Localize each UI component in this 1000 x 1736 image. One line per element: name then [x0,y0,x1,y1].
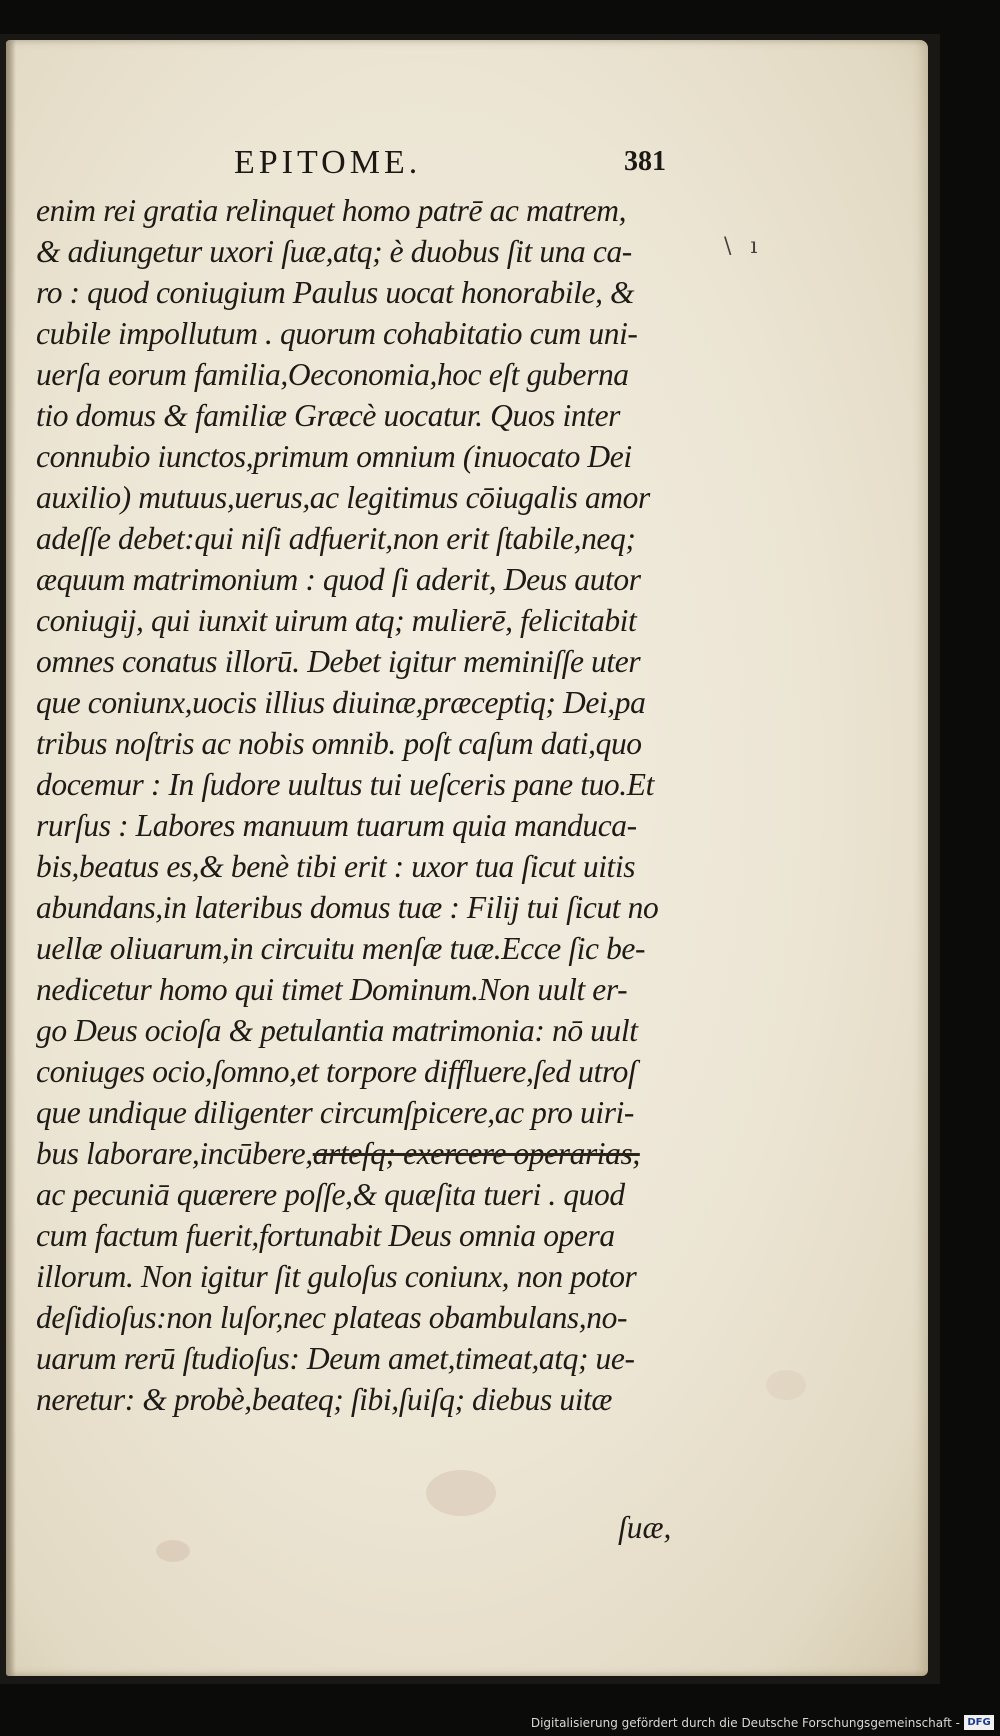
text-line: æquum matrimonium : quod ſi aderit, Deus autor [36,562,641,597]
text-line: neretur: & probè,beateq; ſibi,ſuiſq; diebus uitæ [36,1382,613,1417]
running-title: EPITOME. [234,144,422,181]
text-segment: bus laborare,incūbere, [36,1136,313,1171]
paper-stain [426,1470,496,1516]
paper-stain [156,1540,190,1562]
text-line: rurſus : Labores manuum tuarum quia manduca- [36,808,637,843]
text-line: abundans,in lateribus domus tuæ : Filij tui ſicut no [36,890,659,925]
body-text [36,190,696,1420]
page-number: 381 [624,146,666,177]
text-line: ro : quod coniugium Paulus uocat honorabile, & [36,275,635,310]
text-line: cum factum fuerit,fortunabit Deus omnia opera [36,1218,615,1253]
paper-stain [766,1370,806,1400]
struck-through-text: arteſq; exercere operarias, [312,1136,640,1171]
page-header [6,144,928,194]
text-line: adeſſe debet:qui niſi adfuerit,non erit ſtabile,neq; [36,521,636,556]
text-line: uellæ oliuarum,in circuitu menſæ tuæ.Ecce ſic be- [36,931,646,966]
text-line: tribus noſtris ac nobis omnib. poſt caſum dati,quo [36,726,642,761]
text-line: omnes conatus illorū. Debet igitur meminiſſe uter [36,644,641,679]
text-line: ac pecuniā quærere poſſe,& quæſita tueri . quod [36,1177,625,1212]
footer-bar [0,1712,1000,1736]
text-line: que coniunx,uocis illius diuinæ,præceptiq; Dei,pa [36,685,646,720]
text-line: nedicetur homo qui timet Dominum.Non uult er- [36,972,628,1007]
text-line: deſidioſus:non luſor,nec plateas obambulans,no- [36,1300,628,1335]
page-gutter-edge [6,40,16,1676]
text-line: bis,beatus es,& benè tibi erit : uxor tua ſicut uitis [36,849,636,884]
text-line: coniuges ocio,ſomno,et torpore diffluere,ſed utroſ [36,1054,637,1089]
text-line: auxilio) mutuus,uerus,ac legitimus cōiugalis amor [36,480,650,515]
catchword: ſuæ, [618,1510,672,1545]
dfg-logo: DFG [964,1715,994,1730]
funding-credit: Digitalisierung gefördert durch die Deutsche Forschungsgemeinschaft - [530,1716,960,1730]
text-line: illorum. Non igitur ſit guloſus coniunx, non potor [36,1259,637,1294]
text-line: & adiungetur uxori ſuæ,atq; è duobus ſit una ca- [36,234,632,269]
text-line: tio domus & familiæ Græcè uocatur. Quos inter [36,398,621,433]
text-line: docemur : In ſudore uultus tui ueſceris pane tuo.Et [36,767,654,802]
text-line: uarum rerū ſtudioſus: Deum amet,timeat,atq; ue- [36,1341,635,1376]
text-line: uerſa eorum familia,Oeconomia,hoc eſt guberna [36,357,629,392]
text-line: connubio iunctos,primum omnium (inuocato Dei [36,439,632,474]
text-line: coniugij, qui iunxit uirum atq; mulierē, felicitabit [36,603,637,638]
text-line: enim rei gratia relinquet homo patrē ac matrem, [36,193,627,228]
text-line: cubile impollutum . quorum cohabitatio cum uni- [36,316,638,351]
book-page [6,40,928,1676]
text-line: go Deus ocioſa & petulantia matrimonia: nō uult [36,1013,638,1048]
text-line: que undique diligenter circumſpicere,ac pro uiri- [36,1095,635,1130]
marginal-mark: \ ı [724,234,764,259]
text-line [36,1133,696,1174]
